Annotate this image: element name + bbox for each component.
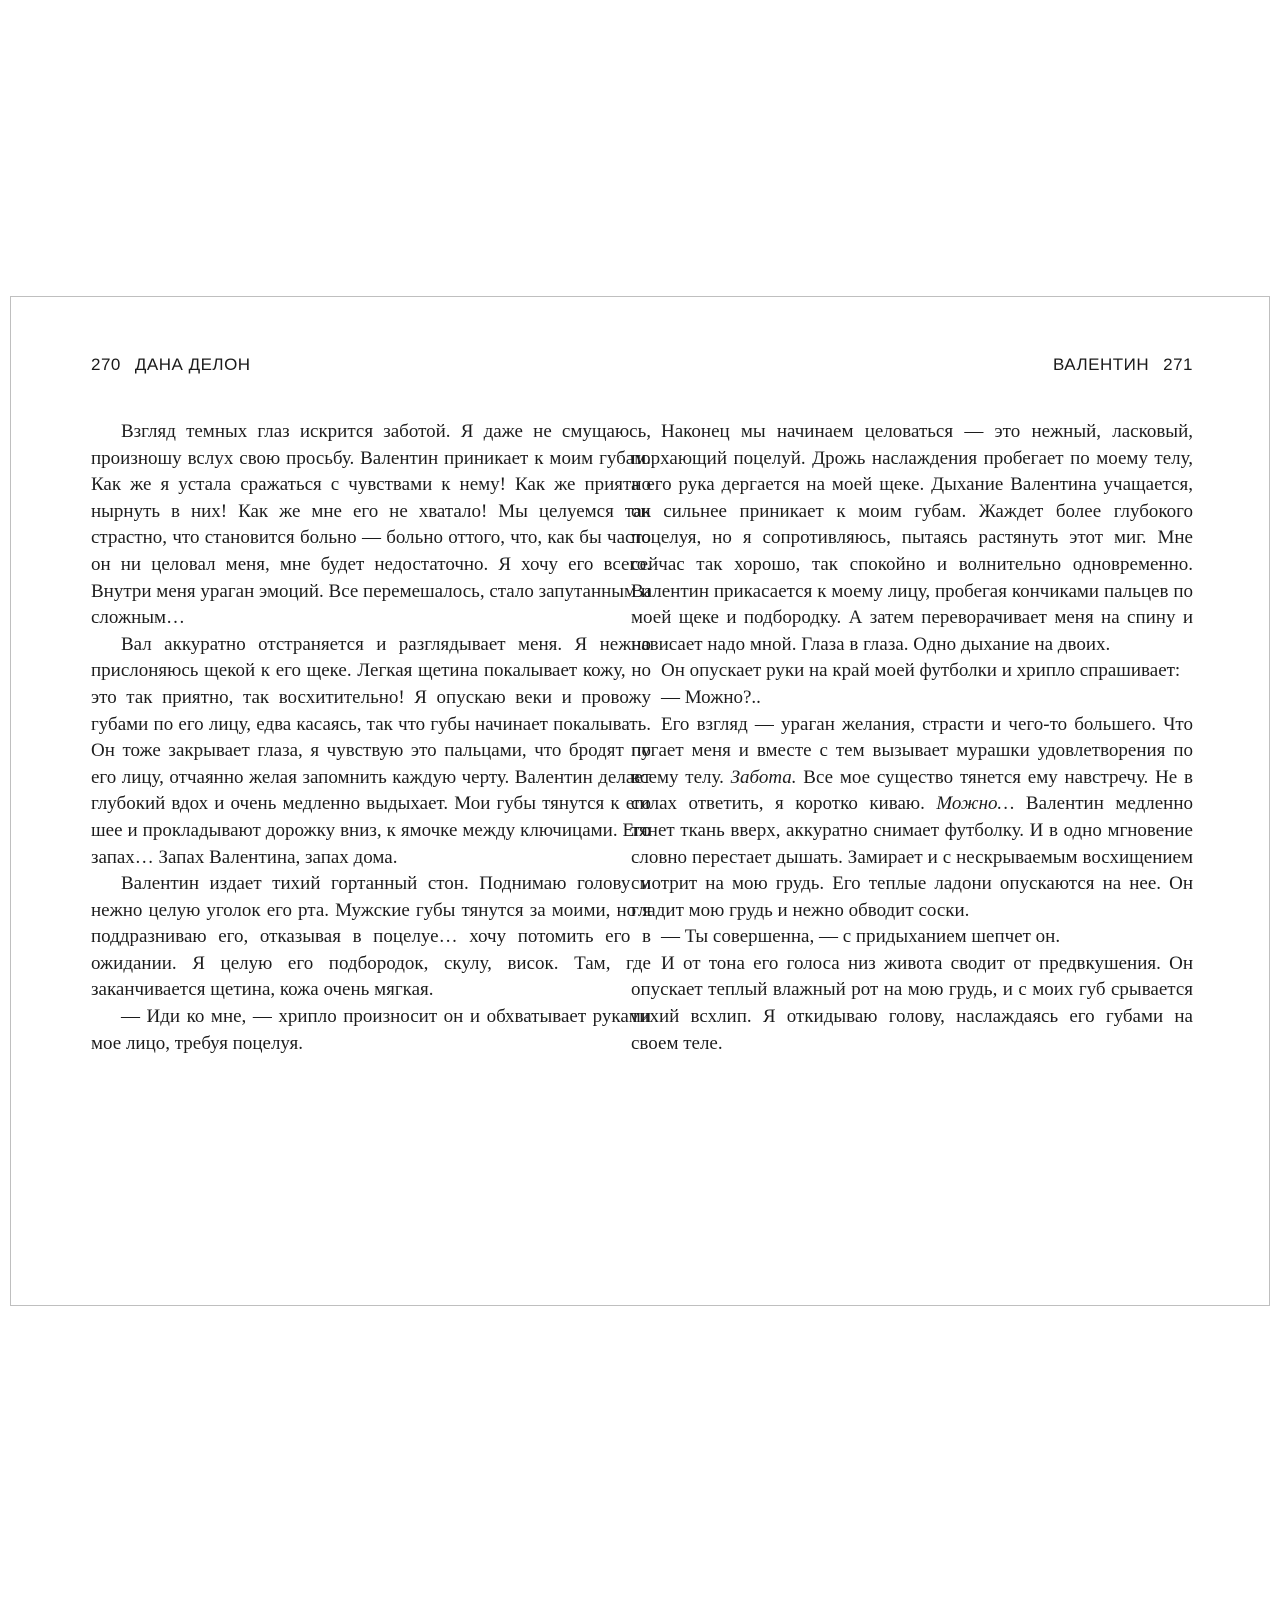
text-segment: — Можно?.. xyxy=(661,686,761,708)
right-page-number: 271 xyxy=(1163,355,1193,374)
italic-word: Можно… xyxy=(936,793,1015,815)
paragraph: Валентин издает тихий гортанный стон. Поднимаю голову и нежно целую уголок его рта. Мужские губы тянутся за моими, но я поддразниваю его, отказывая в поцелуе… хочу потомить его в ожидании. Я целую его подбородок, скулу, висок. Там, где заканчивается щетина, кожа очень мягкая. xyxy=(91,873,651,1001)
paragraph xyxy=(631,685,1193,712)
left-page-number: 270 xyxy=(91,355,121,374)
book-spread xyxy=(10,296,1270,1306)
paragraph: Вал аккуратно отстраняется и разглядывает меня. Я нежно прислоняюсь щекой к его щеке. Легкая щетина покалывает кожу, но это так приятно, так восхитительно! Я опускаю веки и провожу губами по его лицу, едва касаясь, так что губы начинает покалывать. Он тоже закрывает глаза, я чувствую это пальцами, что бродят по его лицу, отчаянно желая запомнить каждую черту. Валентин делает глубокий вдох и очень медленно выдыхает. Мои губы тянутся к его шее и прокладывают дорожку вниз, к ямочке между ключицами. Его запах… Запах Валентина, запах дома. xyxy=(91,633,651,868)
text-segment: И от тона его голоса низ живота сводит от предвкушения. Он опускает теплый влажный рот на мою грудь, и с моих губ срывается тихий всхлип. Я откидываю голову, наслаждаясь его губами на своем теле. xyxy=(631,952,1193,1054)
paragraph: — Иди ко мне, — хрипло произносит он и обхватывает руками мое лицо, требуя поцелуя. xyxy=(91,1006,651,1054)
text-segment: Валентин медленно тянет ткань вверх, аккуратно снимает футболку. И в одно мгновение словно перестает дышать. Замирает и с нескрываемым восхищением смотрит на мою грудь. Его теплые ладони опускаются на нее. Он гладит мою грудь и нежно обводит соски. xyxy=(631,793,1194,921)
right-page-text xyxy=(631,419,1193,1057)
right-running-head xyxy=(1053,355,1193,375)
paragraph xyxy=(631,712,1193,925)
left-page-text xyxy=(91,419,651,1057)
text-segment: — Ты совершенна, — с придыханием шепчет он. xyxy=(661,926,1061,948)
paragraph xyxy=(631,951,1193,1057)
paragraph xyxy=(631,419,1193,658)
text-segment: Его взгляд — ураган желания, страсти и чего-то большего. Что пугает меня и вместе с тем вызывает мурашки удовлетворения по всему телу. xyxy=(631,713,1193,788)
text-segment: Все мое существо тянется ему навстречу. Не в силах ответить, я коротко киваю. xyxy=(631,766,1193,815)
text-segment: Он опускает руки на край моей футболки и хрипло спрашивает: xyxy=(661,660,1181,682)
text-segment: Наконец мы начинаем целоваться — это нежный, ласковый, порхающий поцелуй. Дрожь наслаждения пробегает по моему телу, а его рука дергается на моей щеке. Дыхание Валентина учащается, он сильнее приникает к моим губам. Жаждет более глубокого поцелуя, но я сопротивляюсь, пытаясь растянуть этот миг. Мне сейчас так хорошо, так спокойно и волнительно одновременно. Валентин прикасается к моему лицу, пробегая кончиками пальцев по моей щеке и подбородку. А затем переворачивает меня на спину и нависает надо мной. Глаза в глаза. Одно дыхание на двоих. xyxy=(631,421,1193,655)
italic-word: Забота. xyxy=(730,766,797,788)
left-running-head-author: ДАНА ДЕЛОН xyxy=(134,355,251,374)
paragraph xyxy=(631,924,1193,951)
left-running-head xyxy=(91,355,251,375)
right-running-head-title: ВАЛЕНТИН xyxy=(1052,355,1150,374)
paragraph xyxy=(631,658,1193,685)
paragraph: Взгляд темных глаз искрится заботой. Я даже не смущаюсь, произношу вслух свою просьбу. Валентин приникает к моим губам. Как же я устала сражаться с чувствами к нему! Как же приятно нырнуть в них! Как же мне его не хватало! Мы целуемся так страстно, что становится больно — больно оттого, что, как бы часто он ни целовал меня, мне будет недостаточно. Я хочу его всего. Внутри меня ураган эмоций. Все перемешалось, стало запутанным и сложным… xyxy=(91,421,651,629)
